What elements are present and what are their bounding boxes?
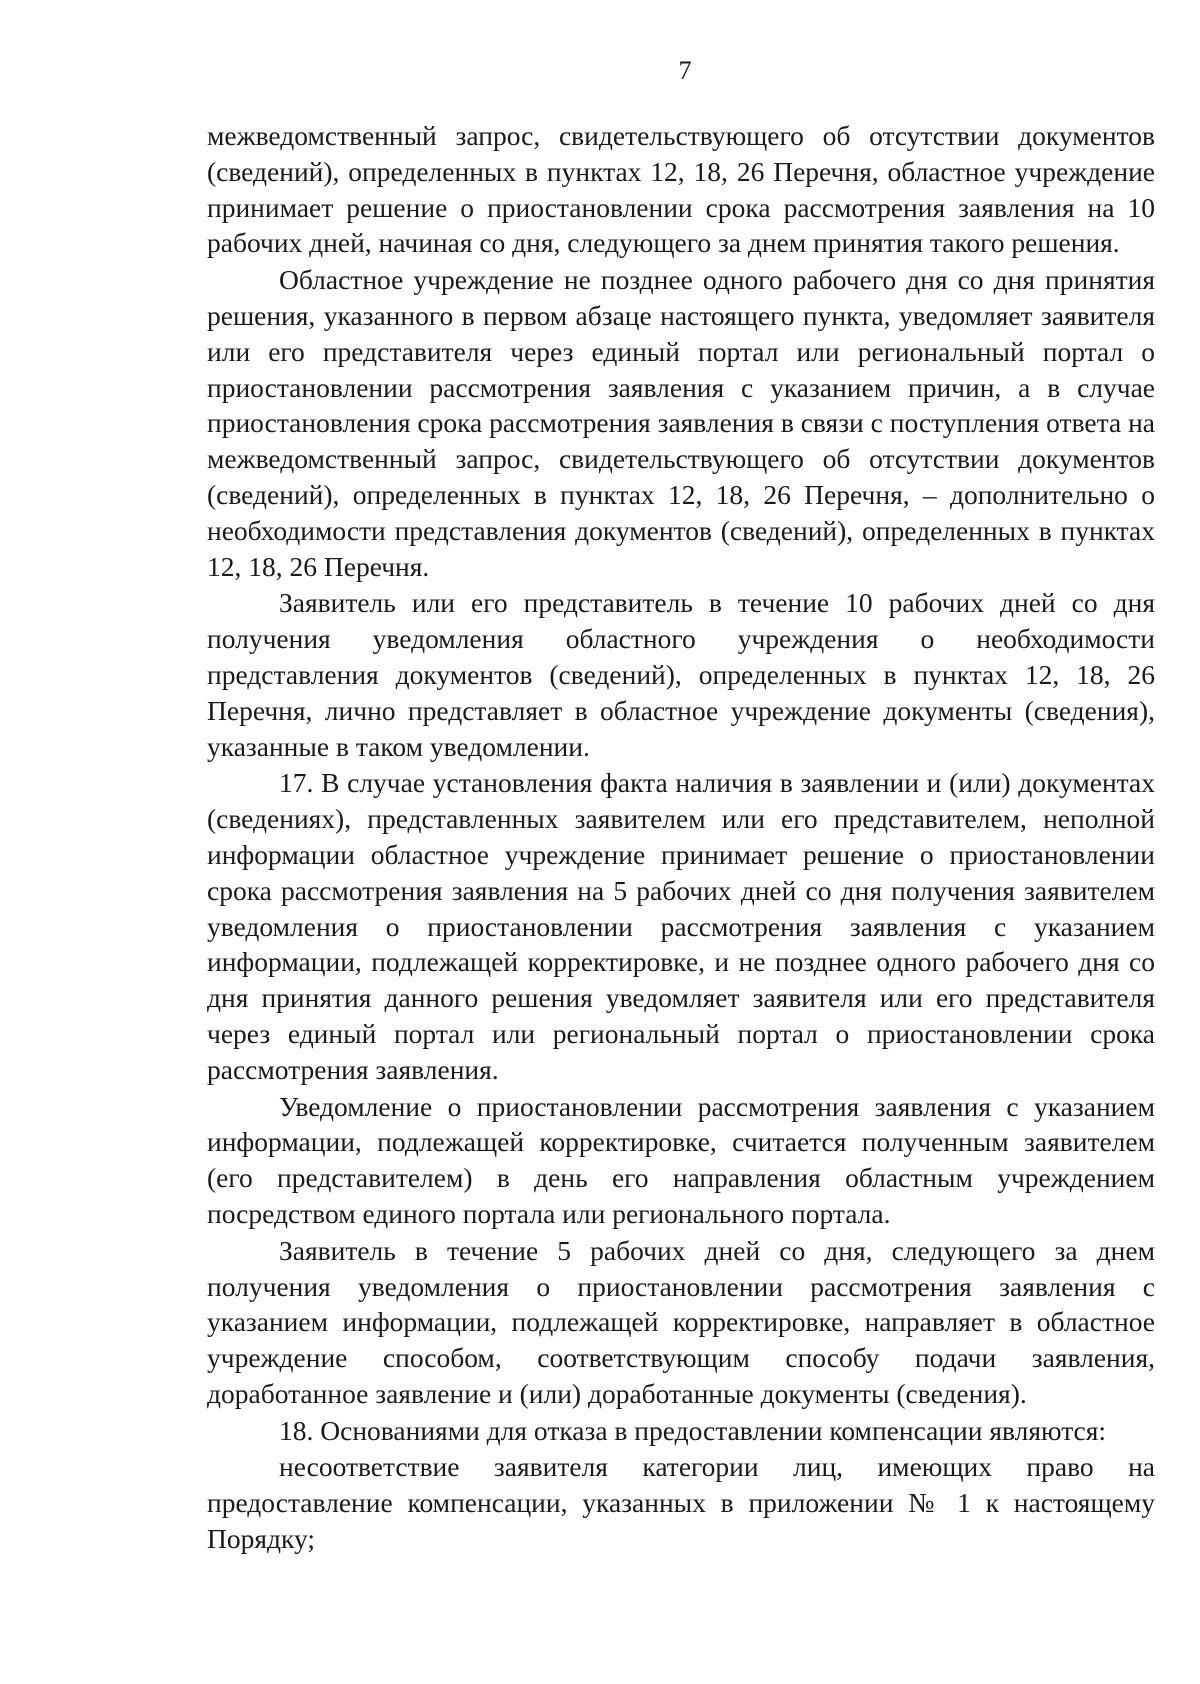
paragraph-notification: Областное учреждение не позднее одного рабочего дня со дня принятия решения, указанного в первом абзаце настоящего пункта, уведомляет заявителя или его представителя через единый портал или региональный портал о приостановлении рассмотрения заявления с указанием причин, а в случае приостановления срока рассмотрения заявления в связи с поступления ответа на межведомственный запрос, свидетельствующего об отсутствии документов (сведений), определенных в пунктах 12, 18, 26 Перечня, – дополнительно о необходимости представления документов (сведений), определенных в пунктах 12, 18, 26 Перечня. [207,264,1155,582]
paragraph-item-17: 17. В случае установления факта наличия в заявлении и (или) документах (сведениях), представленных заявителем или его представителем, неполной информации областное учреждение принимает решение о приостановлении срока рассмотрения заявления на 5 рабочих дней со дня получения заявителем уведомления о приостановлении рассмотрения заявления с указанием информации, подлежащей корректировке, и не позднее одного рабочего дня со дня принятия данного решения уведомляет заявителя или его представителя через единый портал или региональный портал о приостановлении срока рассмотрения заявления. [207,767,1155,1085]
paragraph-revised-application: Заявитель в течение 5 рабочих дней со дня, следующего за днем получения уведомления о приостановлении рассмотрения заявления с указанием информации, подлежащей корректировке, направляет в областное учреждение способом, соответствующим способу подачи заявления, доработанное заявление и (или) доработанные документы (сведения). [207,1234,1155,1409]
paragraph-refusal-ground: несоответствие заявителя категории лиц, имеющих право на предоставление компенсации, указанных в приложении № 1 к настоящему Порядку; [207,1451,1155,1555]
paragraph-item-18: 18. Основаниями для отказа в предоставлении компенсации являются: [279,1414,1107,1446]
paragraph-applicant-submission: Заявитель или его представитель в течение 10 рабочих дней со дня получения уведомления областного учреждения о необходимости представления документов (сведений), определенных в пунктах 12, 18, 26 Перечня, лично представляет в областное учреждение документы (сведения), указанные в таком уведомлении. [207,587,1155,762]
paragraph-notice-received: Уведомление о приостановлении рассмотрения заявления с указанием информации, подлежащей корректировке, считается полученным заявителем (его представителем) в день его направления областным учреждением посредством единого портала или регионального портала. [207,1090,1155,1229]
document-body [207,118,1155,1558]
paragraph-continuation: межведомственный запрос, свидетельствующего об отсутствии документов (сведений), определенных в пунктах 12, 18, 26 Перечня, областное учреждение принимает решение о приостановлении срока рассмотрения заявления на 10 рабочих дней, начиная со дня, следующего за днем принятия такого решения. [207,120,1155,259]
page-number: 7 [678,56,692,85]
